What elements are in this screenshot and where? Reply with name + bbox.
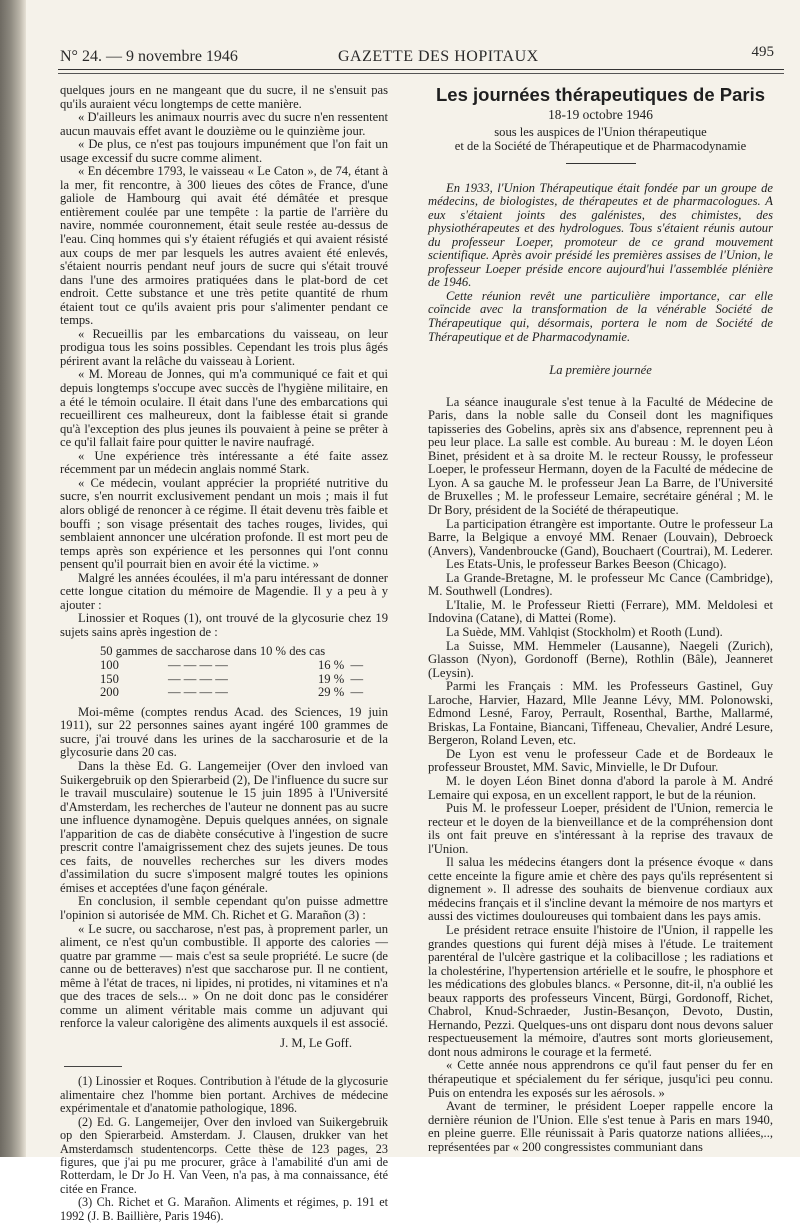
paragraph: « En décembre 1793, le vaisseau « Le Caton », de 74, étant à la mer, fit rencontre, à 300 lieues des côtes de France, d'une galiole de Hambourg qui avait été démâtée et presque entièrement coulée par une tempête : la partie de l'arrière du navire, nommée couronnement, était seule restée au-dessus de l'eau. Cinq hommes qui s'y étaient réfugiés et qui avaient résisté aux coups de mer par lesquels les autres avaient été enlevés, s'étaient nourris pendant neuf jours de sucre qui s'était trouvé dans l'une des armoires pratiquées dans le plat-bord de cet endroit. Cette substance et une très petite quantité de rhum étaient tout ce qu'ils avaient pris pour s'alimenter pendant ce temps. — [60, 164, 388, 328]
auspices-line: sous les auspices de l'Union thérapeutique — [494, 124, 707, 139]
intro-paragraph: Cette réunion revêt une particulière importance, car elle coïncide avec la transformation de la vénérable Société de Thérapeutique qui, désormais, portera le nom de Société de Thérapeutique et de Pharmacodynamie. — [428, 288, 773, 344]
header-rule-thin — [58, 73, 784, 74]
paragraph: De Lyon est venu le professeur Cade et de Bordeaux le professeur Broustet, MM. Savic, Minvielle, le Dr Dufour. — [428, 746, 773, 775]
table-row — [100, 686, 388, 700]
footnotes — [60, 1075, 388, 1222]
paragraph: « Cette année nous apprendrons ce qu'il faut penser du fer en thérapeutique et spécialement du fer sérique, jusqu'ici peu connu. Puis on entendra les exposés sur les aérosols. » — [428, 1058, 773, 1100]
footnote: (2) Ed. G. Langemeijer, Over den invloed van Suikergebruik op den Spierarbeid. Amsterdam. J. Clausen, drukker van het Amsterdamsch studentencorps. Cette thèse de 123 pages, 23 figures, que j'ai pu me procurer, grâce à l'amabilité d'un ami de Rotterdam, le Dr Jo H. Van Veen, n'a pas, à ma connaissance, été citée en France. — [60, 1114, 388, 1196]
paragraph: Malgré les années écoulées, il m'a paru intéressant de donner cette longue citation du mémoire de Magendie. Il y a peu à y ajouter : — [60, 570, 388, 612]
paragraph: Les Etats-Unis, le professeur Barkes Beeson (Chicago). — [446, 557, 727, 572]
table-row — [100, 659, 388, 673]
section-title: La première journée — [549, 363, 652, 378]
paragraph: En conclusion, il semble cependant qu'on puisse admettre l'opinion si autorisée de MM. Ch. Richet et G. Marañon (3) : — [60, 894, 388, 922]
paragraph: Moi-même (comptes rendus Acad. des Sciences, 19 juin 1911), sur 22 personnes saines ayant ingéré 100 grammes de sucre, j'ai trouvé dans les urines de la saccharosurie et de la glycosurie dans 20 cas. — [60, 704, 388, 760]
paragraph: quelques jours en ne mangeant que du sucre, il ne s'ensuit pas qu'ils auraient vécu longtemps de cette manière. — [60, 83, 388, 111]
paragraph: Le président retrace ensuite l'histoire de l'Union, il rappelle les grandes questions qui furent déjà mises à l'étude. Le traitement parentéral de l'ulcère gastrique et la colibacillose ; les radiations et la cholestérine, l'hypertension artérielle et le soufre, le phosphore et les médications des globules blancs. « Personne, dit-il, n'a oublié les beaux rapports des professeurs Vincent, Bürgi, Gordonoff, Richet, Chabrol, Knud-Schraeder, Justin-Besançon, Devoto, Dustin, Hernando, Pezzi. Quelques-uns ont disparu dont nous devons saluer respectueusement la mémoire, d'autres sont morts glorieusement, dont nous admirons le courage et la fermeté. — [428, 922, 773, 1059]
table-cell-grams: 150 — [100, 671, 119, 686]
table-cell-percent: 19 % — [318, 671, 345, 686]
article-title: Les journées thérapeutiques de Paris — [436, 84, 765, 105]
paragraph: Puis M. le professeur Loeper, président de l'Union, remercia le recteur et le doyen de la bienveillance et de la compréhension dont ils ont fait preuve en s'intéressant à la reprise des travaux de l'Union. — [428, 801, 773, 856]
page-number: 495 — [751, 44, 774, 60]
paragraph: « D'ailleurs les animaux nourris avec du sucre n'en ressentent aucun mauvais effet avant le douzième ou le quinzième jour. — [60, 110, 388, 138]
paragraph: Linossier et Roques (1), ont trouvé de la glycosurie chez 19 sujets sains après ingestion de : — [60, 611, 388, 639]
table-cell-percent: 16 % — [318, 658, 345, 673]
paragraph: M. le doyen Léon Binet donna d'abord la parole à M. André Lemaire qui exposa, en un excellent rapport, le but de la réunion. — [428, 773, 773, 802]
table-cell-dashes: — — — — — [168, 685, 228, 700]
table-cell-trail: — — [350, 671, 364, 686]
paragraph: « De plus, ce n'est pas toujours impunément que l'on fait un usage excessif du sucre comme aliment. — [60, 137, 388, 165]
paragraph: « Le sucre, ou saccharose, n'est pas, à proprement parler, un aliment, ce n'est qu'un combustible. Il apporte des calories — quatre par gramme — mais c'est sa seule propriété. Le sucre (de canne ou de betteraves) n'est que saccharose pur. Il ne contient, même à l'état de traces, ni lipides, ni protides, ni vitamines et n'a que des traces de sels... » On ne doit donc pas le considérer comme un aliment véritable mais comme un adjuvant qui renforce la valeur calorigène des aliments auxquels il est associé. — [60, 921, 389, 1031]
left-column — [60, 84, 388, 1223]
footnote-rule — [64, 1066, 122, 1067]
right-column — [428, 84, 773, 1154]
table-cell-dashes: — — — — — [168, 658, 228, 673]
issue-number-date: N° 24. — 9 novembre 1946 — [60, 48, 238, 65]
table-cell-percent: 29 % — [318, 685, 345, 700]
paragraph: « Une expérience très intéressante a été faite assez récemment par un médecin anglais nommé Stark. — [60, 448, 388, 477]
title-rule — [566, 163, 636, 164]
paragraph: « Recueillis par les embarcations du vaisseau, on leur prodigua tous les soins possibles. Cependant les trois plus âgés périrent avant la relâche du vaisseau à Lorient. — [60, 326, 388, 368]
paragraph: La Suède, MM. Vahlqist (Stockholm) et Rooth (Lund). — [446, 624, 723, 639]
footnote: (3) Ch. Richet et G. Marañon. Aliments et régimes, p. 191 et 1992 (J. B. Baillière, Paris 1946). — [60, 1195, 388, 1223]
intro-paragraph: En 1933, l'Union Thérapeutique était fondée par un groupe de médecins, de biologistes, de thérapeutes et de pharmacologues. A eux s'étaient joints des galénistes, des chimistes, des physiothérapeutes et des hydrologues. Tous s'étaient réunis autour du professeur Loeper, promoteur de ce grand mouvement scientifique. Après avoir présidé les premières assises de l'Union, le professeur Loeper préside encore aujourd'hui l'assemblée plénière de 1946. — [428, 180, 773, 290]
footnote: (1) Linossier et Roques. Contribution à l'étude de la glycosurie alimentaire chez l'homme bien portant. Archives de médecine expérimentale et d'anatomie pathologique, 1896. — [60, 1074, 388, 1116]
paragraph: « Ce médecin, voulant apprécier la propriété nutritive du sucre, s'en nourrit exclusivement pendant un mois ; mais il fut alors obligé de renoncer à ce régime. Il était devenu très faible et bouffi ; son visage présentait des taches rouges, livides, qui semblaient annoncer une ulcération profonde. Il est mort peu de temps après son expérience et les personnes qui l'ont connu pensent qu'il pourrait bien en avoir été la victime. » — [60, 475, 388, 572]
paragraph: Avant de terminer, le président Loeper rappelle encore la dernière réunion de l'Union. Elle s'est tenue à Paris en mars 1940, en pleine guerre. Elle réunissait à Paris quatorze nations alliées,.., représentées par « 200 congressistes communiant dans — [428, 1099, 773, 1154]
table-cell-trail: — — [350, 685, 364, 700]
paragraph: La Grande-Bretagne, M. le professeur Mc Cance (Cambridge), M. Southwell (Londres). — [428, 570, 773, 599]
page-header — [60, 44, 780, 68]
article-intro — [428, 182, 773, 345]
auspices-line: et de la Société de Thérapeutique et de Pharmacodynamie — [454, 138, 747, 153]
paragraph: La séance inaugurale s'est tenue à la Faculté de Médecine de Paris, dans la noble salle du Conseil dont les magnifiques tapisseries des Gobelins, après six ans d'absence, reprennent peu à peu leur place. La salle est comble. Au bureau : M. le doyen Léon Binet, président et à sa droite M. le recteur Roussy, le professeur Loeper, le professeur Hermann, doyen de la Faculté de médecine de Lyon. A sa gauche M. le professeur Jean La Barre, de l'Université de Bruxelles ; M. le professeur Lemaire, secrétaire général ; M. le Dr Bory, président de la Société de thérapeutique. — [428, 394, 773, 518]
paragraph: La Suisse, MM. Hemmeler (Lausanne), Naegeli (Zurich), Glasson (Nyon), Gordonoff (Berne), Rothlin (Bâle), Jeanneret (Leysin). — [428, 638, 773, 680]
page-binding-shadow — [0, 0, 26, 1157]
table-cell-grams: 200 — [100, 685, 119, 700]
header-rule — [58, 69, 784, 70]
table-row — [100, 673, 388, 687]
table-header: 50 gammes de saccharose dans 10 % des cas — [100, 644, 326, 659]
table-cell-dashes: — — — — — [168, 671, 228, 686]
paragraph: Parmi les Français : MM. les Professeurs Gastinel, Guy Laroche, Harvier, Hazard, Mlle Jeanne Lévy, MM. Polonowski, Edmond Lesné, Faroy, Perrault, Rosenthal, Barthe, Mallarmé, Briskas, La Fontaine, Biancani, Tiffeneau, Chevalier, André Lesure, Bergeron, Roland Leven, etc. — [428, 679, 773, 748]
article-dates: 18-19 octobre 1946 — [548, 107, 653, 122]
table-cell-grams: 100 — [100, 658, 119, 673]
paragraph: L'Italie, M. le Professeur Rietti (Ferrare), MM. Meldolesi et Indovina (Catane), di Mattei (Rome). — [428, 597, 773, 626]
paragraph: Il salua les médecins étangers dont la présence évoque « dans cette enceinte la figure amie et chère des pays qu'ils représentent si dignement ». Il adresse des souhaits de bienvenue cordiaux aux médecins français et il s'incline devant la mémoire de nos martyrs et aussi des victimes douloureuses qui tombaient dans les pays amis. — [428, 855, 773, 924]
paragraph: « M. Moreau de Jonnes, qui m'a communiqué ce fait et qui depuis longtemps s'occupe avec succès de l'hygiène militaire, en a été le témoin oculaire. Il était dans l'une des embarcations qui recueillirent ces malheureux, dont la faiblesse était si grande qu'à l'exception des plus jeunes ils pouvaient à peine se prêter à ce qu'il fallait faire pour quitter le navire naufragé. — [60, 367, 388, 450]
author-signature: J. M, Le Goff. — [280, 1035, 352, 1050]
paragraph: Dans la thèse Ed. G. Langemeijer (Over den invloed van Suikergebruik op den Spierarbeid (2), De l'influence du sucre sur le travail musculaire) soutenue le 15 juin 1895 à l'Université d'Amsterdam, les recherches de l'auteur ne donnent pas au sucre une influence dynamogène. Depuis quelques années, on signale l'apparition de cas de diabète consécutive à l'ingestion de sucre prescrit contre l'amaigrissement chez des sujets jeunes. De tous ces faits, de nouvelles recherches sur les divers modes d'assimilation du sucre s'imposent malgré toutes les opinions émises et acceptées d'une façon générale. — [60, 758, 388, 895]
journal-title: GAZETTE DES HOPITAUX — [338, 48, 539, 65]
paragraph: La participation étrangère est importante. Outre le professeur La Barre, la Belgique a envoyé MM. Renaer (Louvain), Debroeck (Anvers), Vandenbroucke (Gand), Bouchaert (Courtrai), M. Lederer. — [428, 516, 773, 558]
glycosuria-table — [100, 645, 388, 699]
table-cell-trail: — — [350, 658, 364, 673]
